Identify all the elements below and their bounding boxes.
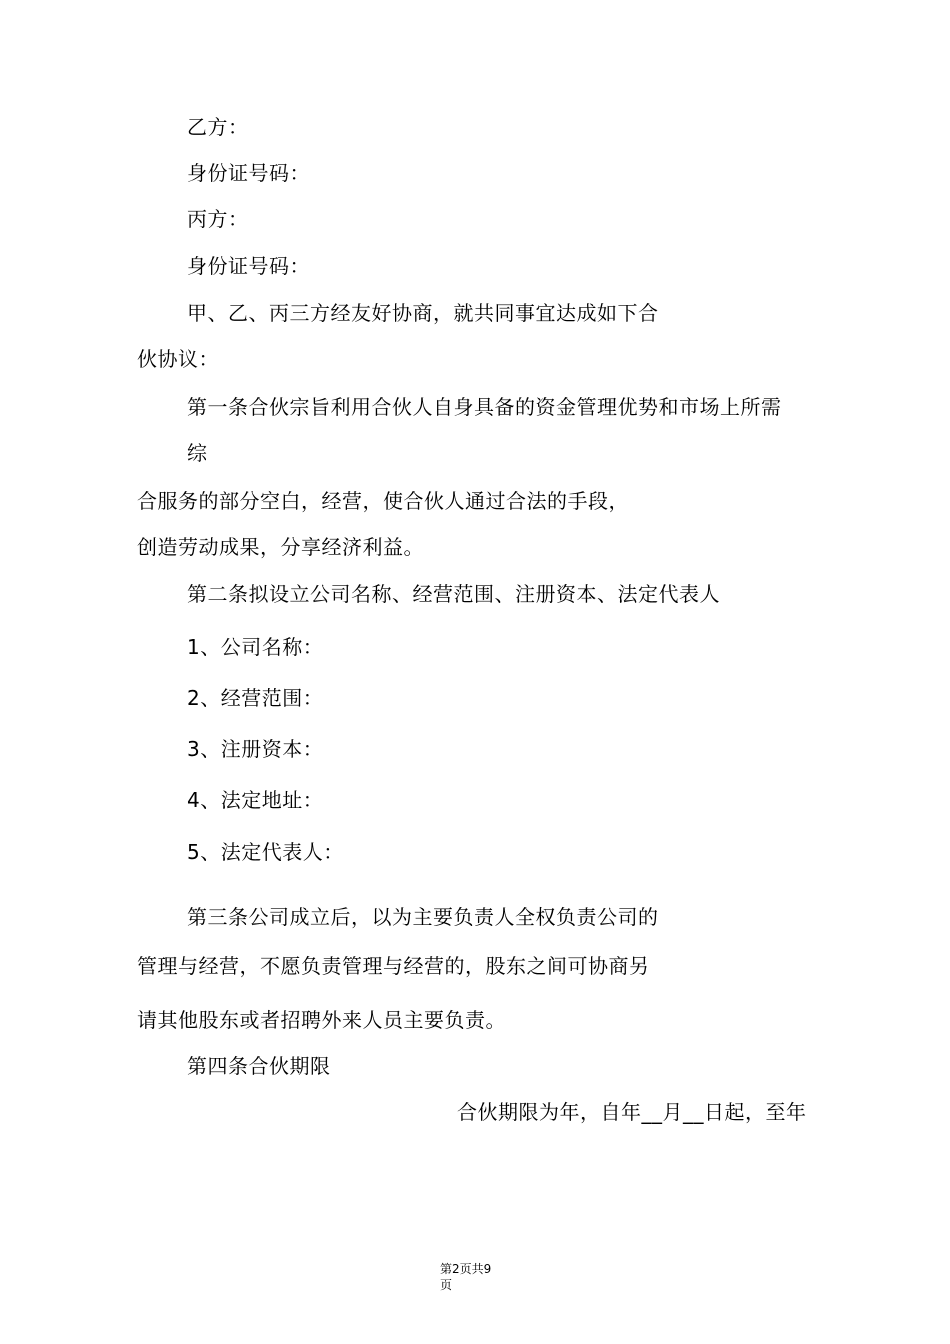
registered-capital-item: 3、注册资本： [187, 737, 324, 761]
page-number-line-2: 页 [440, 1278, 453, 1292]
article-2-heading: 第二条拟设立公司名称、经营范围、注册资本、法定代表人 [187, 582, 720, 606]
agreement-intro-line-1: 甲、乙、丙三方经友好协商，就共同事宜达成如下合 [187, 301, 659, 325]
company-name-item: 1、公司名称： [187, 635, 324, 659]
article-3-line-1: 第三条公司成立后，以为主要负责人全权负责公司的 [187, 905, 659, 929]
article-3-line-2: 管理与经营，不愿负责管理与经营的，股东之间可协商另 [137, 954, 650, 978]
article-4-heading: 第四条合伙期限 [187, 1054, 331, 1078]
article-1-line-1: 第一条合伙宗旨利用合伙人自身具备的资金管理优势和市场上所需 [187, 395, 782, 419]
agreement-intro-line-2: 伙协议： [137, 347, 219, 371]
article-1-line-3: 合服务的部分空白，经营，使合伙人通过合法的手段， [137, 489, 629, 513]
page-footer [440, 1261, 491, 1293]
business-scope-item: 2、经营范围： [187, 686, 324, 710]
party-b-id-label: 身份证号码： [187, 161, 310, 185]
party-c-id-label: 身份证号码： [187, 254, 310, 278]
party-b-label: 乙方： [187, 115, 249, 139]
article-1-line-2: 综 [187, 441, 208, 465]
page-number-line-1: 第2页共9 [440, 1262, 492, 1276]
article-3-line-3: 请其他股东或者招聘外来人员主要负责。 [137, 1008, 506, 1032]
party-c-label: 丙方： [187, 207, 249, 231]
legal-representative-item: 5、法定代表人： [187, 840, 344, 864]
legal-address-item: 4、法定地址： [187, 788, 324, 812]
partnership-term-line: 合伙期限为年，自年__月__日起，至年 [457, 1100, 807, 1124]
article-1-line-4: 创造劳动成果，分享经济利益。 [137, 535, 424, 559]
